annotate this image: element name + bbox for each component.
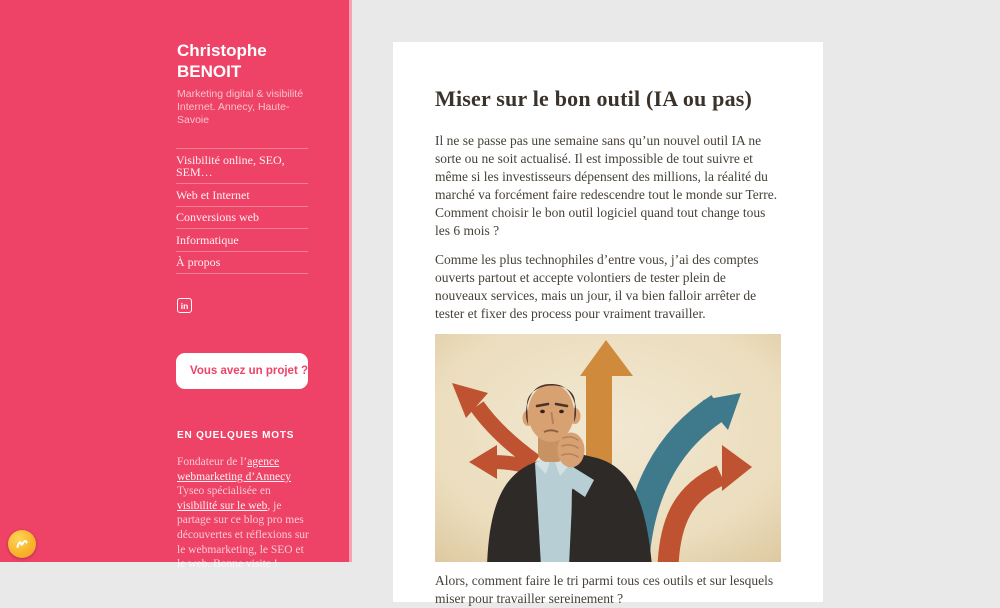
about-text-part: Tyseo spécialisée en [177,485,271,498]
article-paragraph-3-clipped: Alors, comment faire le tri parmi tous ces outils et sur lesquels miser pour travailler sereinement ? [435,573,774,606]
hero-illustration [435,334,781,562]
nav-item-a-propos[interactable]: À propos [176,252,308,275]
link-visibilite-sur-le-web[interactable]: visibilité sur le web [177,499,268,512]
nav-item-informatique[interactable]: Informatique [176,229,308,252]
article-card [393,42,823,606]
about-text [177,455,310,572]
link-agence-webmarketing-annecy[interactable]: agence webmarketing d’Annecy [177,456,292,483]
project-cta-button[interactable]: Vous avez un projet ? [176,353,308,389]
site-tagline: Marketing digital & visibilité Internet. Annecy, Haute-Savoie [177,88,304,126]
main-nav [176,148,308,274]
nav-item-visibilite-online[interactable]: Visibilité online, SEO, SEM… [176,149,308,184]
cookie-widget-button[interactable] [8,530,36,558]
about-text-part: Fondateur de l’ [177,456,248,468]
article-title: Miser sur le bon outil (IA ou pas) [435,86,753,111]
article-paragraph-1: Il ne se passe pas une semaine sans qu’un nouvel outil IA ne sorte ou ne soit actualisé. Il est impossible de tout suivre et même si les investisseurs dépensent des millions, la réalité du marché va forcément faire redescendre tout le monde sur Terre. Comment choisir le bon outil logiciel quand tout change tous les 6 mois ? [435,133,778,238]
cookie-scribble-icon [13,535,31,553]
about-text-part: , je partage sur ce blog pro mes découvertes et réflexions sur le webmarketing, le SEO et le web. Bonne visite ! [177,499,309,571]
nav-item-conversions-web[interactable]: Conversions web [176,207,308,230]
article-paragraph-2: Comme les plus technophiles d’entre vous, j’ai des comptes ouverts partout et accepte volontiers de tester plein de nouveaux services, mais un jour, il va bien falloir arrêter de tester et fixer des process pour vraiment travailler. [435,252,759,321]
sidebar-edge-divider [349,0,352,562]
about-heading: EN QUELQUES MOTS [177,430,295,441]
article-hero-image [435,334,781,562]
sidebar [0,0,349,571]
nav-item-web-internet[interactable]: Web et Internet [176,184,308,207]
linkedin-icon[interactable]: in [177,298,192,313]
site-title[interactable]: Christophe BENOIT [177,41,267,81]
